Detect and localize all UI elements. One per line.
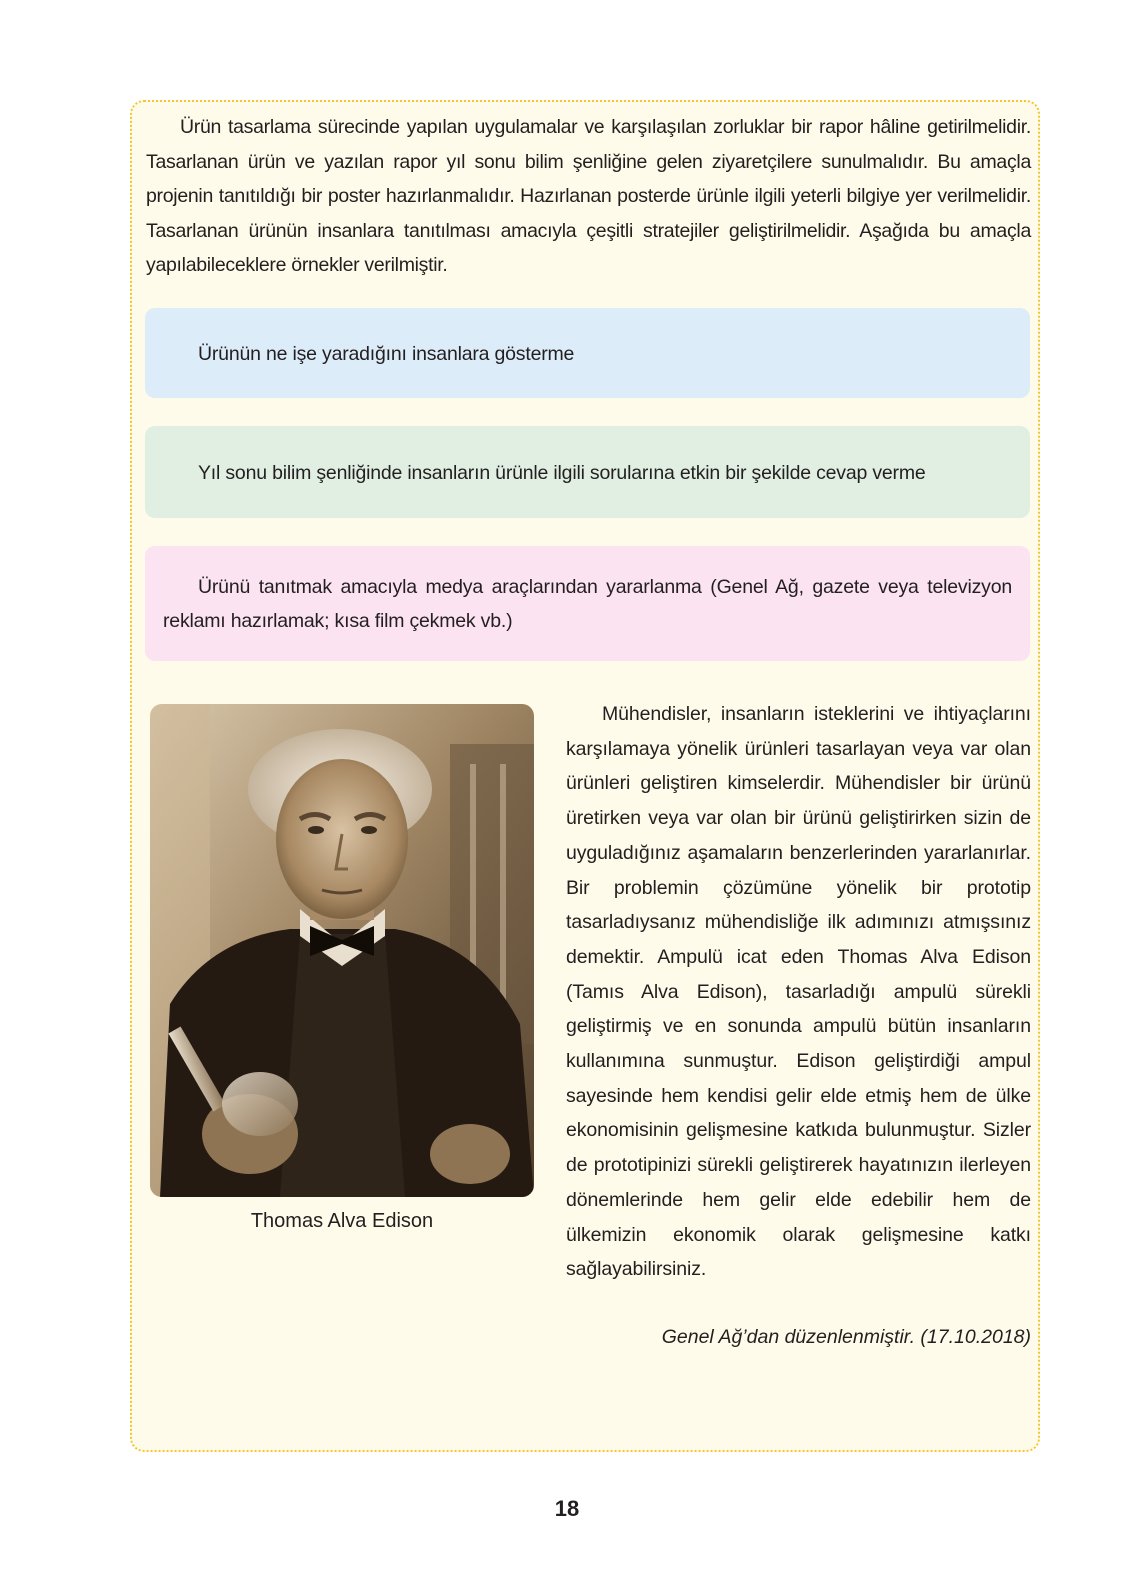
strategy-text: Ürünün ne işe yaradığını insanlara gösterme [198,343,575,365]
source-note: Genel Ağ’dan düzenlenmiştir. (17.10.2018) [661,1326,1031,1348]
edison-photo [150,704,534,1197]
strategy-box-media [145,546,1030,661]
engineers-paragraph: Mühendisler, insanların isteklerini ve ihtiyaçlarını karşılamaya yönelik ürünleri tasarlayan veya var olan ürünleri geliştiren kimselerdir. Mühendisler bir ürünü üretirken veya var olan bir ürünü geliştirirken sizin de uyguladığınız aşamaların benzerlerinden yararlanırlar. Bir problemin çözümüne yönelik bir prototip tasarladıysanız mühendisliğe ilk adımınızı atmışsınız demektir. Ampulü icat eden Thomas Alva Edison (Tamıs Alva Edison), tasarladığı ampulü sürekli geliştirmiş ve en sonunda ampulü bütün insanların kullanımına sunmuştur. Edison geliştirdiği ampul sayesinde hem kendisi gelir elde etmiş hem de ülke ekonomisinin gelişmesine katkıda bulunmuştur. Sizler de prototipinizi sürekli geliştirerek hayatınızın ilerleyen dönemlerinde hem gelir elde edebilir hem de ülkemizin ekonomik olarak gelişmesine katkı sağlayabilirsiniz. [566,703,1031,1281]
strategy-text: Yıl sonu bilim şenliğinde insanların ürünle ilgili sorularına etkin bir şekilde cevap verme [198,462,926,484]
page-number: 18 [554,1496,580,1521]
strategy-box-show-usage [145,308,1030,398]
photo-caption: Thomas Alva Edison [250,1210,434,1232]
strategy-box-answer-questions [145,426,1030,518]
intro-paragraph: Ürün tasarlama sürecinde yapılan uygulamalar ve karşılaşılan zorluklar bir rapor hâline getirilmelidir. Tasarlanan ürün ve yazılan rapor yıl sonu bilim şenliğine gelen ziyaretçilere sunulmalıdır. Bu amaçla projenin tanıtıldığı bir poster hazırlanmalıdır. Hazırlanan posterde ürünle ilgili yeterli bilgiye yer verilmelidir. Tasarlanan ürünün insanlara tanıtılması amacıyla çeşitli stratejiler geliştirilmelidir. Aşağıda bu amaçla yapılabileceklere örnekler verilmiştir. [146,116,1031,276]
strategy-text: Ürünü tanıtmak amacıyla medya araçlarından yararlanma (Genel Ağ, gazete veya televizyon reklamı hazırlamak; kısa film çekmek vb.) [163,576,1012,632]
